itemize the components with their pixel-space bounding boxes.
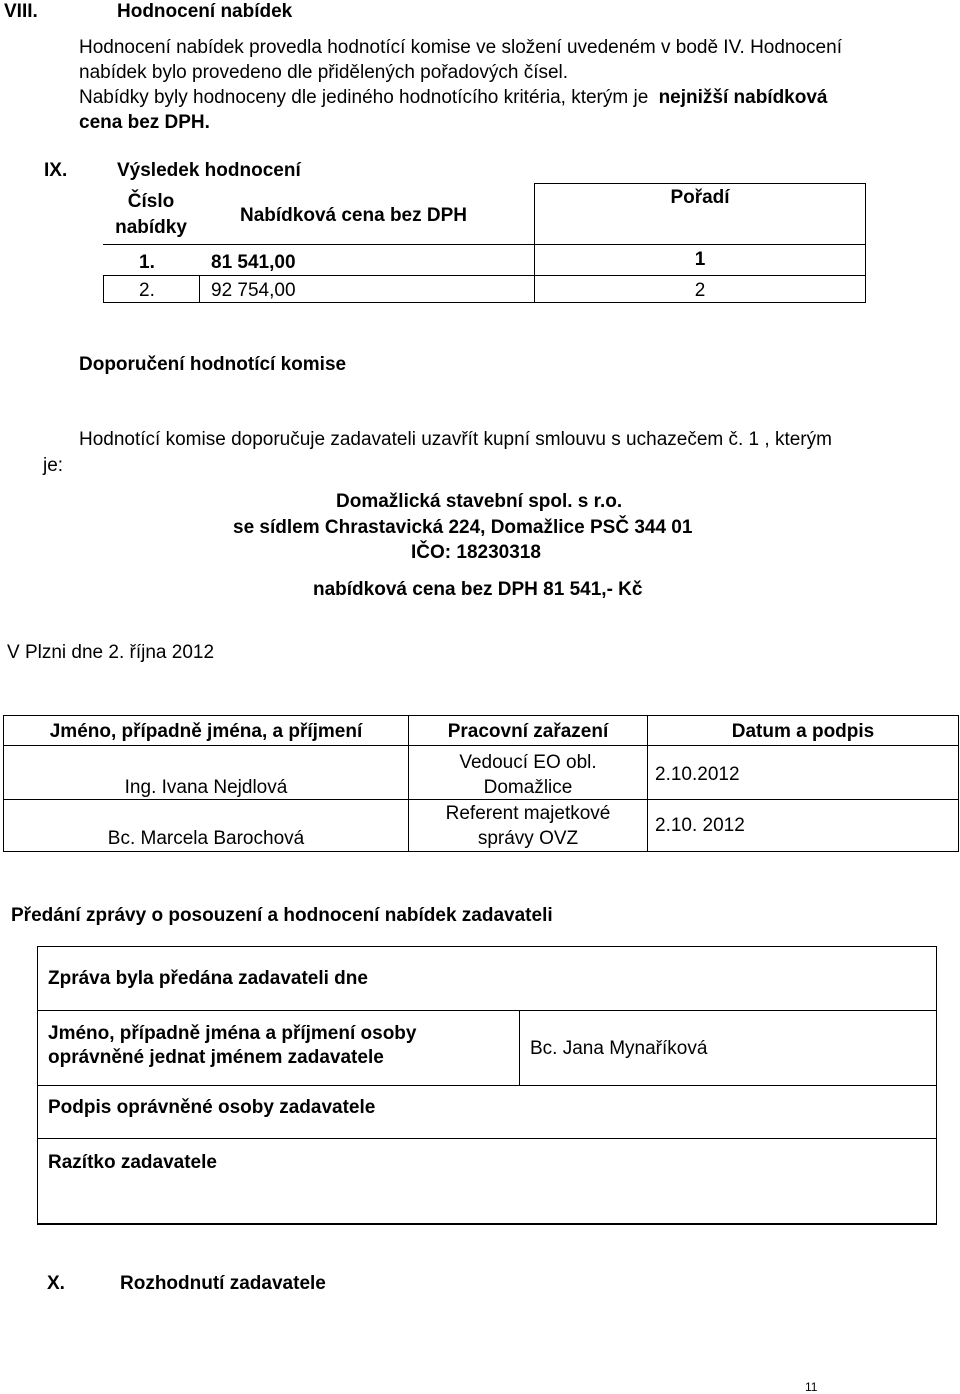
winner-company: Domažlická stavební spol. s r.o. xyxy=(336,491,623,512)
offer-number: 2. xyxy=(139,280,155,301)
section-9-number: IX. xyxy=(44,160,68,181)
signatures-header-position: Pracovní zařazení xyxy=(447,721,609,742)
section-8-paragraph-line2: nabídek bylo provedeno dle přidělených pořadových čísel. xyxy=(79,62,569,83)
handover-person-value: Bc. Jana Mynaříková xyxy=(530,1038,708,1059)
member-name: Bc. Marcela Barochová xyxy=(107,828,305,849)
section-8-paragraph-line3 xyxy=(79,87,828,109)
member-position-line2: správy OVZ xyxy=(477,828,579,849)
handover-title: Předání zprávy o posouzení a hodnocení nabídek zadavateli xyxy=(11,905,553,926)
table-header-offer-number-line1: Číslo xyxy=(127,191,175,212)
handover-person-label-line2: oprávněné jednat jménem zadavatele xyxy=(48,1047,384,1068)
criterion-bold: nejnižší nabídková xyxy=(658,87,828,108)
member-date: 2.10.2012 xyxy=(655,764,740,785)
section-8-title: Hodnocení nabídek xyxy=(117,1,293,22)
section-8-paragraph-line4: cena bez DPH. xyxy=(79,112,210,133)
criterion-intro: Nabídky byly hodnoceny dle jediného hodnotícího kritéria, kterým je xyxy=(79,87,649,108)
member-date: 2.10. 2012 xyxy=(655,815,745,836)
member-position-line1: Vedoucí EO obl. xyxy=(459,752,597,773)
signatures-header-date: Datum a podpis xyxy=(731,721,875,742)
section-8-number: VIII. xyxy=(4,1,38,22)
place-date: V Plzni dne 2. října 2012 xyxy=(7,642,215,663)
table-header-offer-number-line2: nabídky xyxy=(115,217,187,238)
winner-address: se sídlem Chrastavická 224, Domažlice PSČ 344 01 xyxy=(233,517,693,538)
offer-price: 92 754,00 xyxy=(211,280,296,301)
offer-price: 81 541,00 xyxy=(211,252,296,273)
section-8-paragraph-line1: Hodnocení nabídek provedla hodnotící komise ve složení uvedeném v bodě IV. Hodnocení xyxy=(79,37,842,58)
signatures-header-name: Jméno, případně jména, a příjmení xyxy=(49,721,363,742)
handover-date-label: Zpráva byla předána zadavateli dne xyxy=(48,968,368,989)
recommendation-text-line2: je: xyxy=(43,455,64,476)
section-10-title: Rozhodnutí zadavatele xyxy=(120,1273,326,1294)
table-header-price: Nabídková cena bez DPH xyxy=(240,205,468,226)
member-position-line1: Referent majetkové xyxy=(445,803,611,824)
handover-person-label-line1: Jméno, případně jména a příjmení osoby xyxy=(48,1023,417,1044)
winner-ico: IČO: 18230318 xyxy=(411,542,541,563)
offer-rank: 1 xyxy=(694,249,706,270)
handover-signature-label: Podpis oprávněné osoby zadavatele xyxy=(48,1097,376,1118)
page-number: 11 xyxy=(805,1380,818,1394)
section-10-number: X. xyxy=(47,1273,65,1294)
section-9-title: Výsledek hodnocení xyxy=(117,160,301,181)
table-header-rank: Pořadí xyxy=(670,187,730,208)
recommendation-title: Doporučení hodnotící komise xyxy=(79,354,347,375)
member-name: Ing. Ivana Nejdlová xyxy=(124,777,288,798)
offer-number: 1. xyxy=(139,252,155,273)
offer-rank: 2 xyxy=(694,280,706,301)
recommendation-text-line1: Hodnotící komise doporučuje zadavateli uzavřít kupní smlouvu s uchazečem č. 1 , kterým xyxy=(79,429,832,450)
handover-stamp-label: Razítko zadavatele xyxy=(48,1152,217,1173)
winner-price: nabídková cena bez DPH 81 541,- Kč xyxy=(313,579,643,600)
member-position-line2: Domažlice xyxy=(483,777,573,798)
